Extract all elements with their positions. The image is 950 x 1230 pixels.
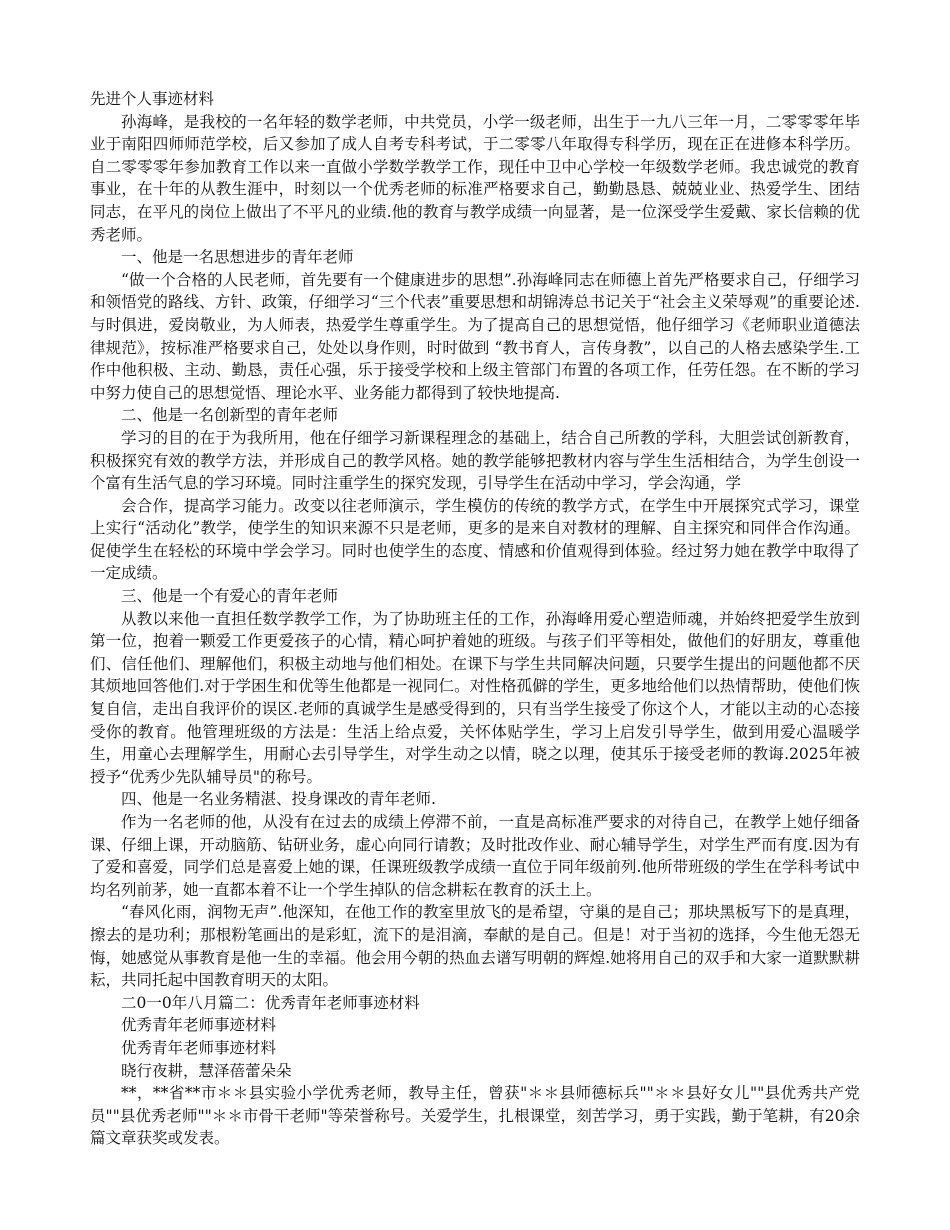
part-two-title-repeat: 优秀青年老师事迹材料 <box>121 1038 277 1057</box>
part-two-subtitle: 晓行夜耕，慧泽蓓蕾朵朵 <box>121 1061 292 1080</box>
section-heading-2: 二、他是一名创新型的青年老师 <box>121 406 339 425</box>
section-3-paragraph: 从教以来他一直担任数学教学工作，为了协助班主任的工作，孙海峰用爱心塑造师魂，并始终把爱学生放到第一位，抱着一颗爱工作更爱孩子的心情，精心呵护着她的班级。与孩子们平等相处，做他们的好朋友，尊重他们、信任他们、理解他们，积极主动地与他们相处。在课下与学生共同解决问题，只要学生提出的问题他都不厌其烦地回答他们.对于学困生和优等生他都是一视同仁。对性格孤僻的学生，更多地给他们以热情帮助，使他们恢复自信，走出自我评价的误区.老师的真诚学生是感受得到的，只有当学生接受了你这个人，才能以主动的心态接受你的教育。他管理班级的方法是：生活上给点爱，关怀体贴学生，学习上启发引导学生，做到用爱心温暖学生，用童心去理解学生，用耐心去引导学生，对学生动之以情，晓之以理，使其乐于接受老师的教诲.2025年被授予“优秀少先队辅导员"的称号。 <box>90 609 860 786</box>
section-1-paragraph: “做一个合格的人民老师，首先要有一个健康进步的思想”.孙海峰同志在师德上首先严格要求自己，仔细学习和领悟党的路线、方针、政策，仔细学习“三个代表”重要思想和胡锦涛总书记关于“社会主义荣辱观”的重要论述.与时俱进，爱岗敬业，为人师表，热爱学生尊重学生。为了提高自己的思想觉悟，他仔细学习《老师职业道德法律规范》，按标准严格要求自己，处处以身作则，时时做到 “教书育人，言传身教”，以自己的人格去感染学生.工作中他积极、主动、勤恳，责任心强，乐于接受学校和上级主管部门布置的各项工作，任劳任怨。在不断的学习中努力使自己的思想觉悟、理论水平、业务能力都得到了较快地提高. <box>90 270 860 402</box>
date-and-part-two-heading: 二0一0年八月篇二：优秀青年老师事迹材料 <box>121 993 420 1012</box>
intro-paragraph: 孙海峰，是我校的一名年轻的数学老师，中共党员，小学一级老师，出生于一九八三年一月，二零零零年毕业于南阳四师师范学校，后又参加了成人自考专科考试，于二零零八年取得专科学历，现在正在进修本科学历。自二零零零年参加教育工作以来一直做小学数学教学工作，现任中卫中心学校一年级数学老师。我忠诚党的教育事业，在十年的从教生涯中，时刻以一个优秀老师的标准严格要求自己，勤勤恳恳、兢兢业业、热爱学生、团结同志，在平凡的岗位上做出了不平凡的业绩.他的教育与教学成绩一向显著，是一位深受学生爱戴、家长信赖的优秀老师。 <box>90 112 860 244</box>
document-title: 先进个人事迹材料 <box>90 90 215 108</box>
section-4-paragraph: 作为一名老师的他，从没有在过去的成绩上停滞不前，一直是高标准严要求的对待自己，在教学上她仔细备课、仔细上课，开动脑筋、钻研业务，虚心向同行请教；及时批改作业、耐心辅导学生，对学生严而有度.因为有了爱和喜爱，同学们总是喜爱上她的课，任课班级教学成绩一直位于同年级前列.他所带班级的学生在学科考试中均名列前茅，她一直都本着不让一个学生掉队的信念耕耘在教育的沃土上。 <box>90 813 860 899</box>
part-two-title: 优秀青年老师事迹材料 <box>121 1016 277 1035</box>
section-2-paragraph-b: 会合作，提高学习能力。改变以往老师演示，学生模仿的传统的教学方式，在学生中开展探究式学习，课堂上实行“活动化”教学，使学生的知识来源不只是老师，更多的是来自对教材的理解、自主探究和同伴合作沟通。促使学生在轻松的环境中学会学习。同时也使学生的态度、情感和价值观得到体验。经过努力她在教学中取得了一定成绩。 <box>90 496 860 583</box>
section-heading-3: 三、他是一个有爱心的青年老师 <box>121 587 339 606</box>
part-two-paragraph: **，**省**市＊＊县实验小学优秀老师，教导主任，曾获"＊＊县师德标兵""＊＊县好女儿""县优秀共产党员""县优秀老师""＊＊市骨干老师"等荣誉称号。关爱学生，扎根课堂，刻苦学习，勇于实践，勤于笔耕，有20余篇文章获奖或发表。 <box>90 1084 860 1148</box>
section-heading-1: 一、他是一名思想进步的青年老师 <box>121 248 354 267</box>
section-2-paragraph-a: 学习的目的在于为我所用，他在仔细学习新课程理念的基础上，结合自己所教的学科，大胆尝试创新教育，积极探究有效的教学方法，并形成自己的教学风格。她的教学能够把教材内容与学生生活相结合，为学生创设一个富有生活气息的学习环境。同时注重学生的探究发现，引导学生在活动中学习，学会沟通，学 <box>90 428 860 493</box>
closing-paragraph: “春风化雨，润物无声”.他深知，在他工作的教室里放飞的是希望，守巢的是自己；那块黑板写下的是真理，擦去的是功利；那根粉笔画出的是彩虹，流下的是泪滴，奉献的是自己。但是！对于当初的选择，今生他无怨无悔，她感觉从事教育是他一生的幸福。他会用今朝的热血去谱写明朝的辉煌.她将用自己的双手和大家一道默默耕耘，共同托起中国教育明天的太阳。 <box>90 903 860 990</box>
section-heading-4: 四、他是一名业务精湛、投身课改的青年老师. <box>121 790 436 809</box>
